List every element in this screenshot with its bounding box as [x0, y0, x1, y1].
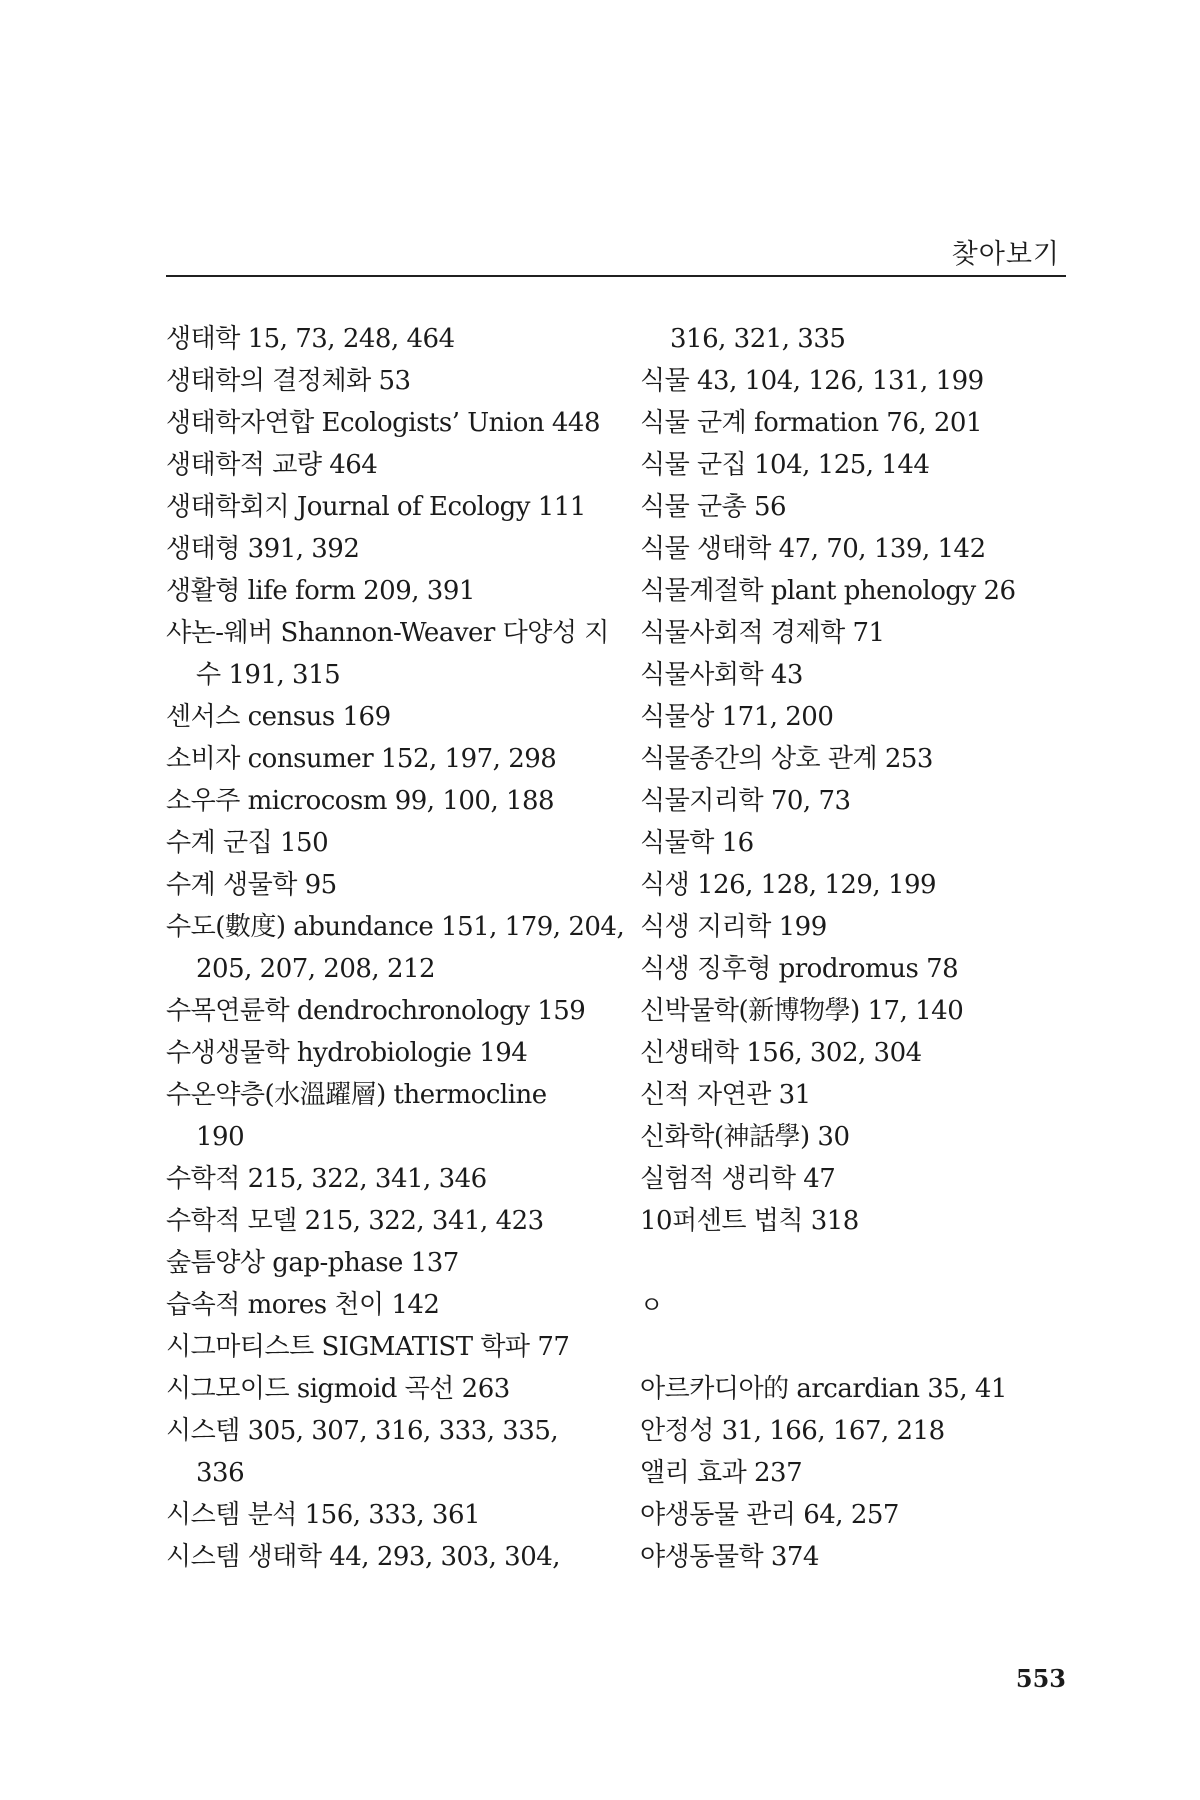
index-entry: 신적 자연관 31 — [640, 1080, 811, 1110]
index-entry: 식물지리학 70, 73 — [640, 786, 851, 816]
index-entry: 생태학 15, 73, 248, 464 — [166, 324, 455, 354]
index-entry: 식물학 16 — [640, 828, 754, 858]
index-entry: 신박물학(新博物學) 17, 140 — [640, 996, 964, 1026]
index-column-right — [640, 318, 1070, 1578]
index-entry: 신화학(神話學) 30 — [640, 1122, 850, 1152]
index-entry: 시그모이드 sigmoid 곡선 263 — [166, 1374, 510, 1404]
index-entry: 센서스 census 169 — [166, 702, 391, 732]
index-entry: 식물 군계 formation 76, 201 — [640, 408, 983, 438]
index-entry: 실험적 생리학 47 — [640, 1164, 836, 1194]
index-entry: 식생 징후형 prodromus 78 — [640, 954, 959, 984]
page-header-title: 찾아보기 — [951, 239, 1060, 270]
index-entry-continuation: 190 — [196, 1122, 245, 1152]
index-entry: 습속적 mores 천이 142 — [166, 1290, 440, 1320]
index-entry: 생태학의 결정체화 53 — [166, 366, 411, 396]
index-group-letter: ㅇ — [640, 1291, 663, 1319]
index-entry: 수계 군집 150 — [166, 828, 329, 858]
index-entry: 시그마티스트 SIGMATIST 학파 77 — [166, 1332, 570, 1362]
index-entry-continuation: 205, 207, 208, 212 — [196, 954, 436, 984]
index-entry: 소비자 consumer 152, 197, 298 — [166, 744, 557, 774]
index-entry: 식물 43, 104, 126, 131, 199 — [640, 366, 984, 396]
index-entry-continuation: 336 — [196, 1458, 245, 1488]
index-entry: 샤논-웨버 Shannon-Weaver 다양성 지 — [166, 618, 609, 648]
header-rule — [166, 275, 1066, 277]
index-entry: 생태형 391, 392 — [166, 534, 360, 564]
page-number: 553 — [1015, 1664, 1066, 1693]
index-entry: 야생동물학 374 — [640, 1542, 819, 1572]
index-entry: 시스템 생태학 44, 293, 303, 304, — [166, 1542, 561, 1572]
index-entry: 아르카디아的 arcardian 35, 41 — [640, 1374, 1007, 1404]
index-entry: 수온약층(水溫躍層) thermocline — [166, 1080, 547, 1110]
index-entry: 생태학자연합 Ecologists’ Union 448 — [166, 408, 601, 438]
index-entry: 수도(數度) abundance 151, 179, 204, — [166, 912, 625, 942]
index-entry: 식물 생태학 47, 70, 139, 142 — [640, 534, 986, 564]
index-entry: 앨리 효과 237 — [640, 1458, 803, 1488]
index-entry: 소우주 microcosm 99, 100, 188 — [166, 786, 555, 816]
index-entry: 신생태학 156, 302, 304 — [640, 1038, 922, 1068]
index-entry: 식물종간의 상호 관계 253 — [640, 744, 933, 774]
index-entry: 수목연륜학 dendrochronology 159 — [166, 996, 586, 1026]
index-entry: 안정성 31, 166, 167, 218 — [640, 1416, 945, 1446]
index-entry: 식물사회학 43 — [640, 660, 803, 690]
index-entry: 생활형 life form 209, 391 — [166, 576, 475, 606]
index-entry: 10퍼센트 법칙 318 — [640, 1206, 859, 1236]
index-entry: 생태학적 교량 464 — [166, 450, 378, 480]
index-entry: 수생생물학 hydrobiologie 194 — [166, 1038, 528, 1068]
index-entry-continuation: 수 191, 315 — [196, 660, 341, 690]
index-entry: 시스템 분석 156, 333, 361 — [166, 1500, 481, 1530]
index-entry-continuation: 316, 321, 335 — [670, 324, 846, 354]
index-entry: 식생 지리학 199 — [640, 912, 827, 942]
index-entry: 수학적 모델 215, 322, 341, 423 — [166, 1206, 544, 1236]
index-entry: 생태학회지 Journal of Ecology 111 — [166, 492, 586, 522]
index-entry: 식생 126, 128, 129, 199 — [640, 870, 937, 900]
index-entry: 시스템 305, 307, 316, 333, 335, — [166, 1416, 559, 1446]
index-entry: 식물 군집 104, 125, 144 — [640, 450, 930, 480]
index-column-left — [166, 318, 625, 1578]
index-entry: 수학적 215, 322, 341, 346 — [166, 1164, 487, 1194]
index-entry: 수계 생물학 95 — [166, 870, 337, 900]
index-entry: 식물계절학 plant phenology 26 — [640, 576, 1016, 606]
index-entry: 숲틈양상 gap-phase 137 — [166, 1248, 459, 1278]
index-entry: 식물 군총 56 — [640, 492, 787, 522]
index-entry: 식물상 171, 200 — [640, 702, 834, 732]
index-entry: 야생동물 관리 64, 257 — [640, 1500, 899, 1530]
index-entry: 식물사회적 경제학 71 — [640, 618, 885, 648]
